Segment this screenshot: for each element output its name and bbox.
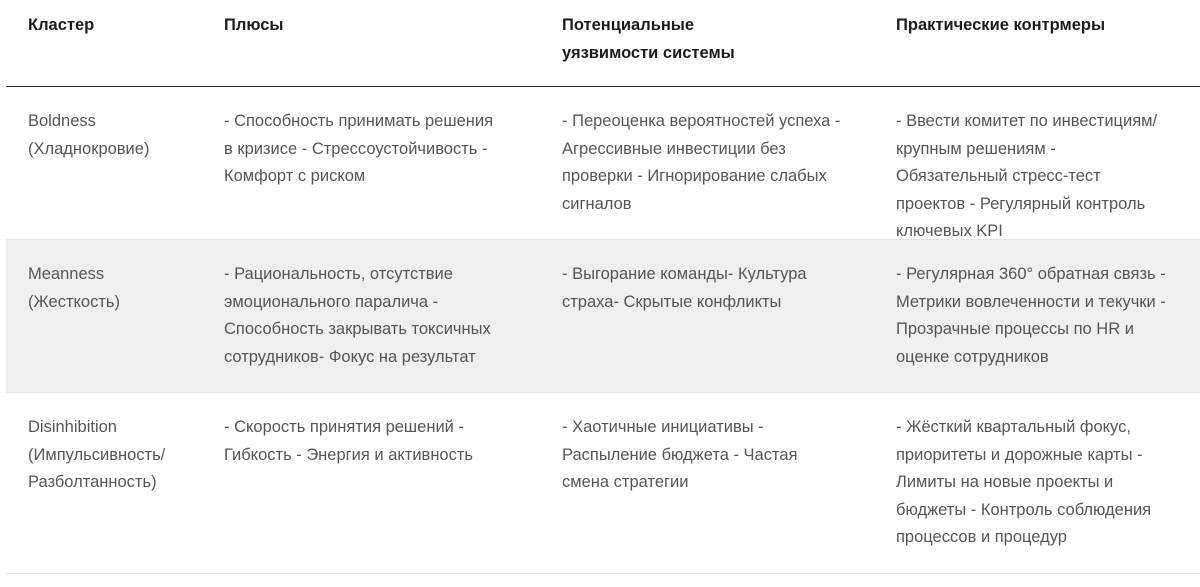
cell-cluster: Disinhibition (Импульсивность/ Разболтанность): [28, 418, 166, 492]
cell-pros: - Скорость принятия решений - Гибкость - Энергия и активность: [224, 418, 474, 464]
header-vulnerabilities: Потенциальные уязвимости системы: [562, 16, 735, 62]
clusters-table: [6, 0, 1200, 574]
header-cluster: Кластер: [28, 16, 95, 34]
header-pros: Плюсы: [224, 16, 284, 34]
table-row: [6, 240, 1200, 393]
cell-pros: - Способность принимать решения в кризисе - Стрессоустойчивость - Комфорт с риском: [224, 112, 494, 186]
cell-countermeasures: - Жёсткий квартальный фокус, приоритеты и дорожные карты - Лимиты на новые проекты и бюджеты - Контроль соблюдения процессов и процедур: [896, 418, 1152, 547]
cell-cluster: Boldness (Хладнокровие): [28, 112, 150, 158]
cell-countermeasures: - Регулярная 360° обратная связь - Метрики вовлеченности и текучки - Прозрачные процессы по HR и оценке сотрудников: [896, 265, 1166, 366]
cell-vulnerabilities: - Выгорание команды- Культура страха- Скрытые конфликты: [562, 265, 807, 311]
cell-vulnerabilities: - Хаотичные инициативы - Распыление бюджета - Частая смена стратегии: [562, 418, 798, 492]
header-countermeasures: Практические контрмеры: [896, 16, 1106, 34]
table-row: [6, 393, 1200, 574]
table-header-row: [6, 0, 1200, 87]
cell-cluster: Meanness (Жесткость): [28, 265, 120, 311]
table-row: [6, 87, 1200, 240]
cell-pros: - Рациональность, отсутствие эмоционального паралича - Способность закрывать токсичных сотрудников- Фокус на результат: [224, 265, 491, 366]
cell-vulnerabilities: - Переоценка вероятностей успеха - Агрессивные инвестиции без проверки - Игнорирование слабых сигналов: [562, 112, 841, 213]
cell-countermeasures: - Ввести комитет по инвестициям/ крупным решениям - Обязательный стресс-тест проектов - Регулярный контроль ключевых KPI: [896, 112, 1158, 241]
